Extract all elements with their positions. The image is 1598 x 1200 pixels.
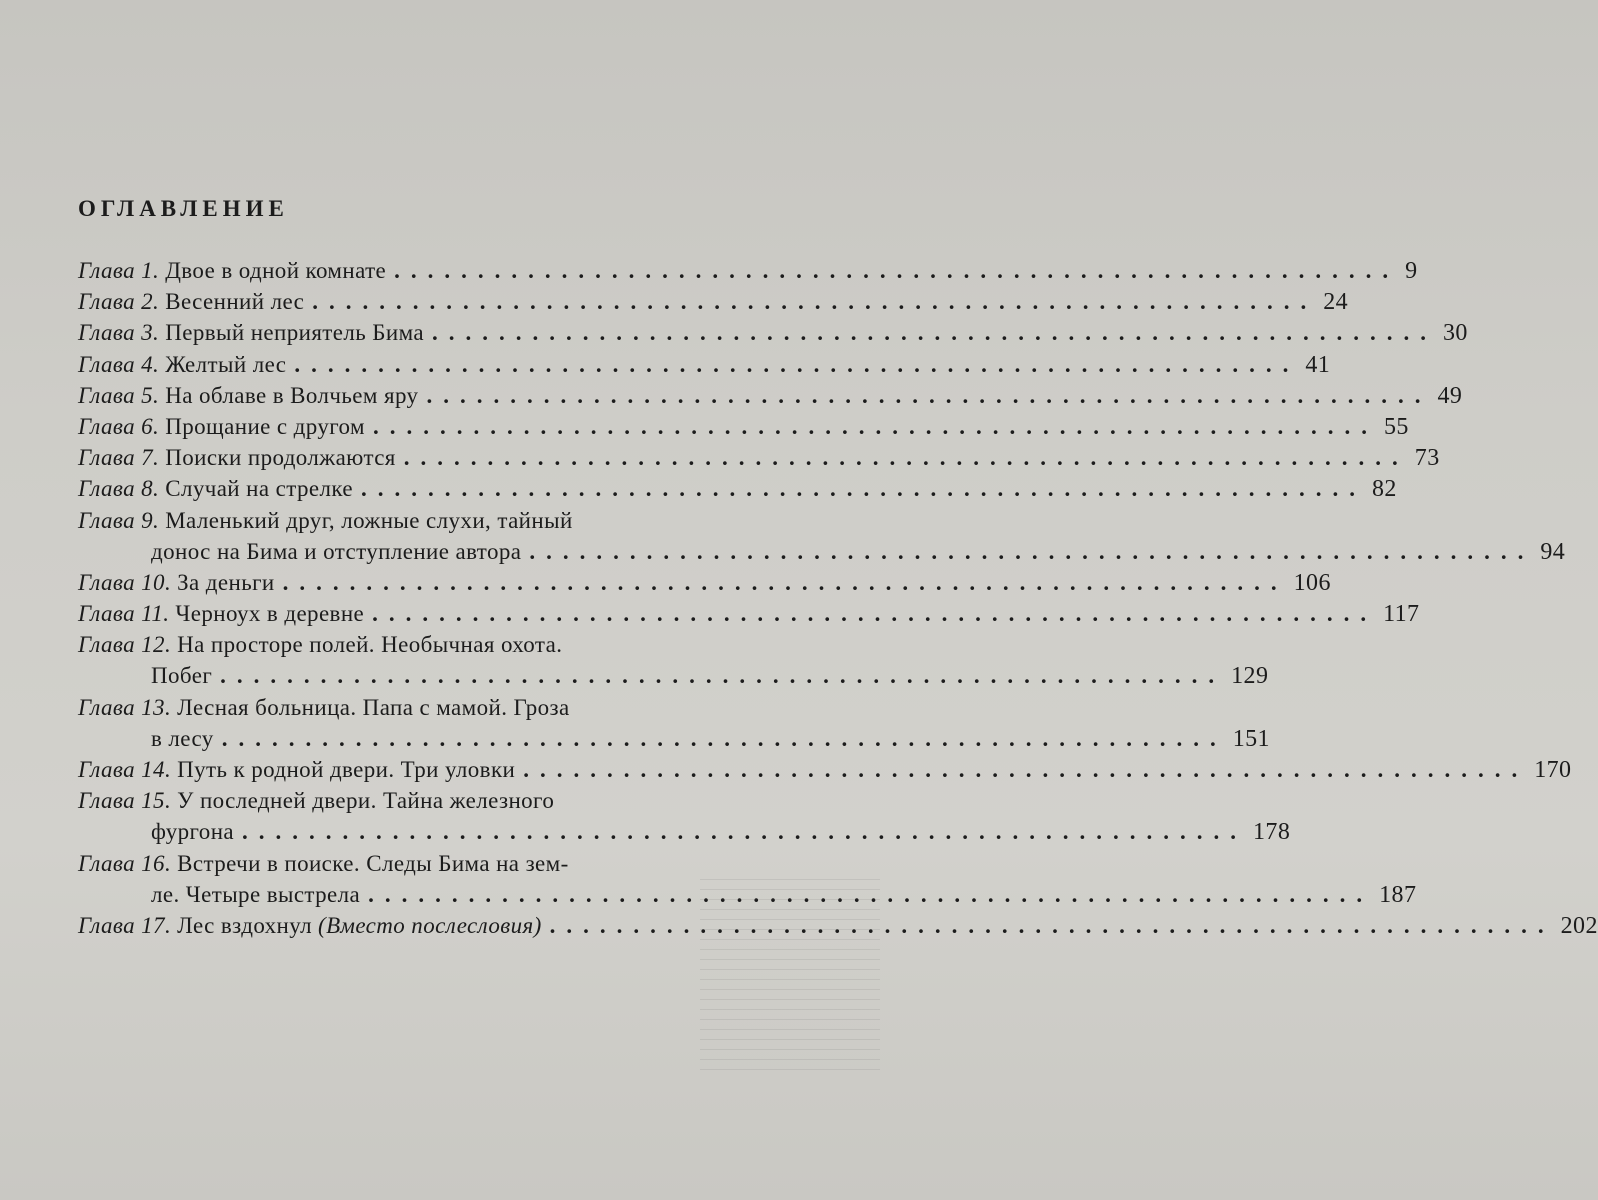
toc-entry	[78, 910, 1598, 941]
chapter-label: Глава 17.	[78, 912, 172, 938]
chapter-title: Побег	[151, 663, 213, 689]
dot-leader: ............................................................	[372, 601, 1378, 627]
page-number: 117	[1383, 601, 1420, 628]
page-number: 151	[1232, 725, 1270, 752]
dot-leader: ............................................................	[529, 538, 1535, 564]
toc-entry	[78, 848, 1417, 910]
chapter-title: в лесу	[151, 725, 214, 751]
toc-line	[78, 380, 1463, 411]
chapter-label: Глава 1.	[78, 258, 160, 283]
table-of-contents	[78, 255, 1598, 941]
dot-leader: ............................................................	[426, 382, 1432, 408]
toc-entry	[78, 349, 1331, 380]
chapter-title: Поиски продолжаются	[165, 445, 396, 471]
dot-leader: ............................................................	[394, 258, 1400, 283]
chapter-label: Глава 15.	[78, 788, 172, 814]
dot-leader: ............................................................	[523, 757, 1529, 782]
toc-line	[78, 286, 1349, 317]
page-number: 187	[1379, 881, 1417, 908]
dot-leader: ............................................................	[432, 320, 1438, 346]
chapter-label: Глава 12.	[78, 632, 172, 658]
chapter-title: На облаве в Волчьем яру	[165, 382, 419, 408]
chapter-label: Глава 4.	[78, 351, 160, 377]
chapter-title: донос на Бима и отступление автора	[151, 538, 522, 564]
toc-line	[78, 692, 770, 723]
toc-heading: ОГЛАВЛЕНИЕ	[78, 196, 289, 221]
chapter-title: Прощание с другом	[165, 413, 365, 439]
toc-entry	[78, 317, 1468, 348]
dot-leader: ............................................................	[312, 289, 1318, 315]
chapter-label: Глава 10.	[78, 569, 172, 595]
toc-line	[78, 629, 770, 660]
chapter-label: Глава 9.	[78, 507, 160, 533]
chapter-label: Глава 13.	[78, 694, 172, 720]
toc-entry	[78, 473, 1397, 504]
chapter-title: У последней двери. Тайна железного	[177, 788, 555, 814]
toc-line	[78, 317, 1468, 348]
toc-line	[78, 411, 1409, 442]
toc-line	[78, 754, 1572, 785]
dot-leader: ............................................................	[221, 725, 1227, 751]
page-number: 73	[1414, 445, 1440, 472]
chapter-title: Лесная больница. Папа с мамой. Гроза	[177, 694, 570, 720]
page-number: 41	[1305, 351, 1331, 378]
chapter-title: Двое в одной комнате	[165, 258, 387, 283]
toc-line	[78, 473, 1397, 504]
chapter-label: Глава 8.	[78, 476, 160, 502]
chapter-title: Путь к родной двери. Три уловки	[177, 757, 516, 782]
toc-entry	[78, 567, 1331, 598]
toc-entry	[78, 442, 1440, 473]
toc-entry	[78, 785, 1291, 847]
dot-leader: ............................................................	[294, 351, 1300, 377]
chapter-label: Глава 6.	[78, 413, 160, 439]
page-number: 106	[1293, 569, 1331, 596]
chapter-label: Глава 7.	[78, 445, 160, 471]
chapter-title: На просторе полей. Необычная охота.	[177, 632, 563, 658]
chapter-label: Глава 2.	[78, 289, 160, 315]
chapter-label: Глава 11.	[78, 601, 170, 627]
dot-leader: ............................................................	[368, 881, 1374, 907]
chapter-title: За деньги	[177, 569, 275, 595]
chapter-title: Желтый лес	[165, 351, 287, 377]
dot-leader: ............................................................	[372, 413, 1378, 439]
chapter-title: Маленький друг, ложные слухи, тайный	[165, 507, 573, 533]
toc-line	[78, 816, 1291, 847]
toc-line	[78, 660, 1269, 691]
page-number: 170	[1534, 757, 1572, 783]
page-number: 82	[1371, 476, 1397, 503]
chapter-title: Встречи в поиске. Следы Бима на зем-	[177, 850, 569, 876]
page-number: 24	[1323, 289, 1349, 316]
chapter-title: Весенний лес	[165, 289, 305, 315]
toc-line	[78, 442, 1440, 473]
toc-entry	[78, 598, 1420, 629]
page-number: 30	[1443, 320, 1468, 347]
bleed-through-text	[700, 870, 880, 1070]
chapter-title: Черноух в деревне	[175, 601, 365, 627]
toc-line	[78, 536, 1566, 567]
chapter-title: фургона	[151, 819, 235, 845]
dot-leader: ............................................................	[242, 819, 1248, 845]
chapter-title: Первый неприятель Бима	[165, 320, 425, 346]
dot-leader: ............................................................	[549, 912, 1555, 938]
toc-line	[78, 349, 1331, 380]
toc-entry	[78, 754, 1572, 785]
chapter-label: Глава 14.	[78, 757, 172, 782]
toc-entry	[78, 286, 1349, 317]
chapter-label: Глава 16.	[78, 850, 172, 876]
chapter-title: ле. Четыре выстрела	[151, 881, 361, 907]
toc-line	[78, 598, 1420, 629]
toc-line	[78, 879, 1417, 910]
chapter-label: Глава 5.	[78, 382, 160, 408]
toc-line	[78, 848, 770, 879]
toc-line	[78, 785, 770, 816]
toc-entry	[78, 380, 1463, 411]
chapter-title: Лес вздохнул	[177, 912, 313, 938]
toc-entry	[78, 629, 1269, 691]
dot-leader: ............................................................	[360, 476, 1366, 502]
page-number: 49	[1437, 382, 1463, 409]
toc-line	[78, 723, 1270, 754]
chapter-title-note: (Вместо послесловия)	[318, 912, 542, 938]
chapter-label: Глава 3.	[78, 320, 160, 346]
toc-entry	[78, 692, 1270, 754]
page-number: 129	[1231, 663, 1269, 690]
dot-leader: ............................................................	[403, 445, 1409, 471]
toc-entry	[78, 255, 1418, 286]
toc-line	[78, 567, 1331, 598]
page-number: 202	[1560, 912, 1598, 939]
page-number: 94	[1540, 538, 1566, 565]
dot-leader: ............................................................	[220, 663, 1226, 689]
toc-line	[78, 910, 1598, 941]
page-number: 9	[1405, 258, 1418, 284]
page-number: 55	[1383, 413, 1409, 440]
toc-entry	[78, 411, 1409, 442]
toc-line	[78, 505, 770, 536]
toc-entry	[78, 505, 1566, 567]
chapter-title: Случай на стрелке	[165, 476, 353, 502]
page-number: 178	[1253, 819, 1291, 846]
toc-line	[78, 255, 1418, 286]
dot-leader: ............................................................	[282, 569, 1288, 595]
